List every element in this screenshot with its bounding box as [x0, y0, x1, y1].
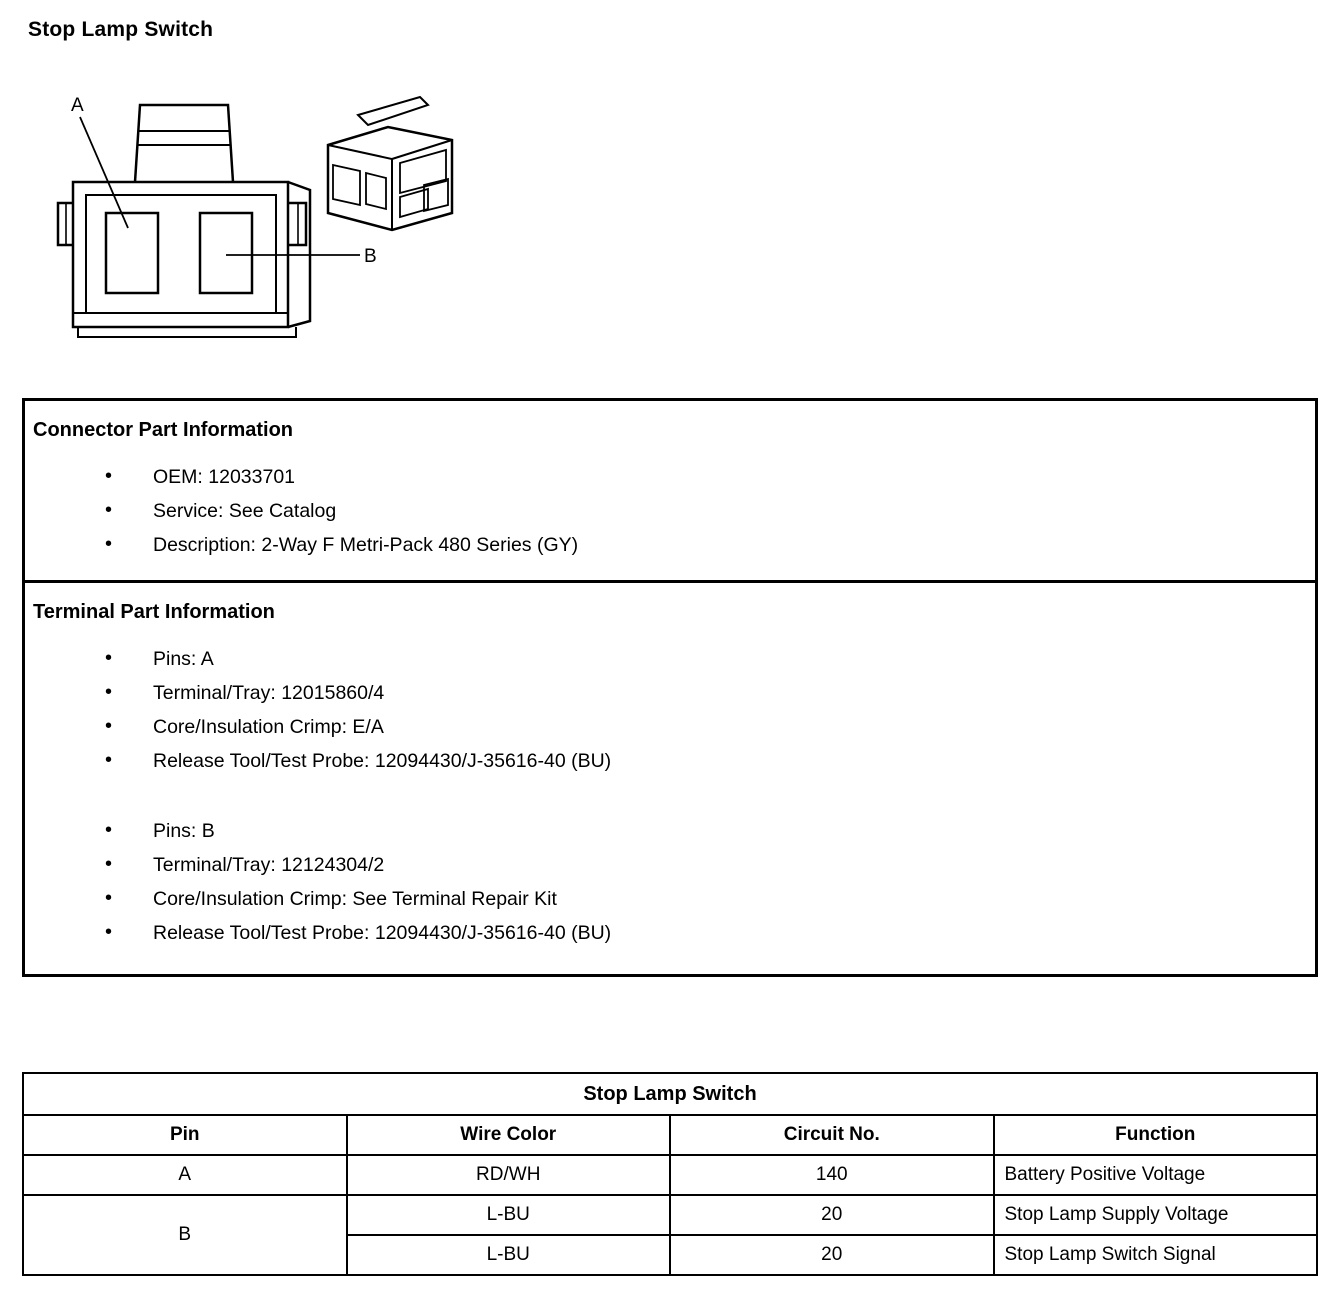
- cell-wire-color: L-BU: [347, 1195, 671, 1235]
- list-item: • OEM: 12033701: [25, 460, 1315, 494]
- table-row: [23, 1155, 1317, 1195]
- cell-circuit-no: 20: [670, 1195, 994, 1235]
- cell-function: Stop Lamp Supply Voltage: [994, 1195, 1318, 1235]
- column-header-function: Function: [994, 1115, 1318, 1155]
- callout-label-b: B: [364, 246, 377, 267]
- terminal-part-information-list-pin-b: [25, 814, 1315, 950]
- page-title: Stop Lamp Switch: [28, 18, 214, 41]
- cell-circuit-no: 140: [670, 1155, 994, 1195]
- list-item: • Pins: B: [25, 814, 1315, 848]
- table-title-row: [23, 1073, 1317, 1115]
- pinout-table: [22, 1072, 1318, 1276]
- terminal-part-information-list-pin-a: [25, 642, 1315, 778]
- cell-pin: B: [23, 1195, 347, 1275]
- list-item: • Core/Insulation Crimp: E/A: [25, 710, 1315, 744]
- column-header-pin: Pin: [23, 1115, 347, 1155]
- list-item: • Description: 2-Way F Metri-Pack 480 Series (GY): [25, 528, 1315, 562]
- list-item: • Service: See Catalog: [25, 494, 1315, 528]
- list-item: • Release Tool/Test Probe: 12094430/J-35616-40 (BU): [25, 744, 1315, 778]
- list-item: • Release Tool/Test Probe: 12094430/J-35616-40 (BU): [25, 916, 1315, 950]
- cell-wire-color: RD/WH: [347, 1155, 671, 1195]
- table-row: [23, 1195, 1317, 1235]
- table-header-row: [23, 1115, 1317, 1155]
- list-item: • Core/Insulation Crimp: See Terminal Repair Kit: [25, 882, 1315, 916]
- list-item: • Terminal/Tray: 12124304/2: [25, 848, 1315, 882]
- list-item: • Pins: A: [25, 642, 1315, 676]
- terminal-part-information-section: [25, 580, 1315, 974]
- pinout-table-title: Stop Lamp Switch: [23, 1073, 1317, 1115]
- column-header-circuit-no: Circuit No.: [670, 1115, 994, 1155]
- connector-part-information-section: [25, 401, 1315, 580]
- callout-label-a: A: [71, 95, 84, 116]
- cell-circuit-no: 20: [670, 1235, 994, 1275]
- connector-illustration: [28, 85, 488, 360]
- list-item: • Terminal/Tray: 12015860/4: [25, 676, 1315, 710]
- cell-wire-color: L-BU: [347, 1235, 671, 1275]
- column-header-wire-color: Wire Color: [347, 1115, 671, 1155]
- cell-pin: A: [23, 1155, 347, 1195]
- connector-part-information-title: Connector Part Information: [33, 419, 294, 441]
- terminal-part-information-title: Terminal Part Information: [33, 601, 275, 623]
- connector-part-information-list: [25, 460, 1315, 562]
- part-information-box: [22, 398, 1318, 977]
- cell-function: Battery Positive Voltage: [994, 1155, 1318, 1195]
- cell-function: Stop Lamp Switch Signal: [994, 1235, 1318, 1275]
